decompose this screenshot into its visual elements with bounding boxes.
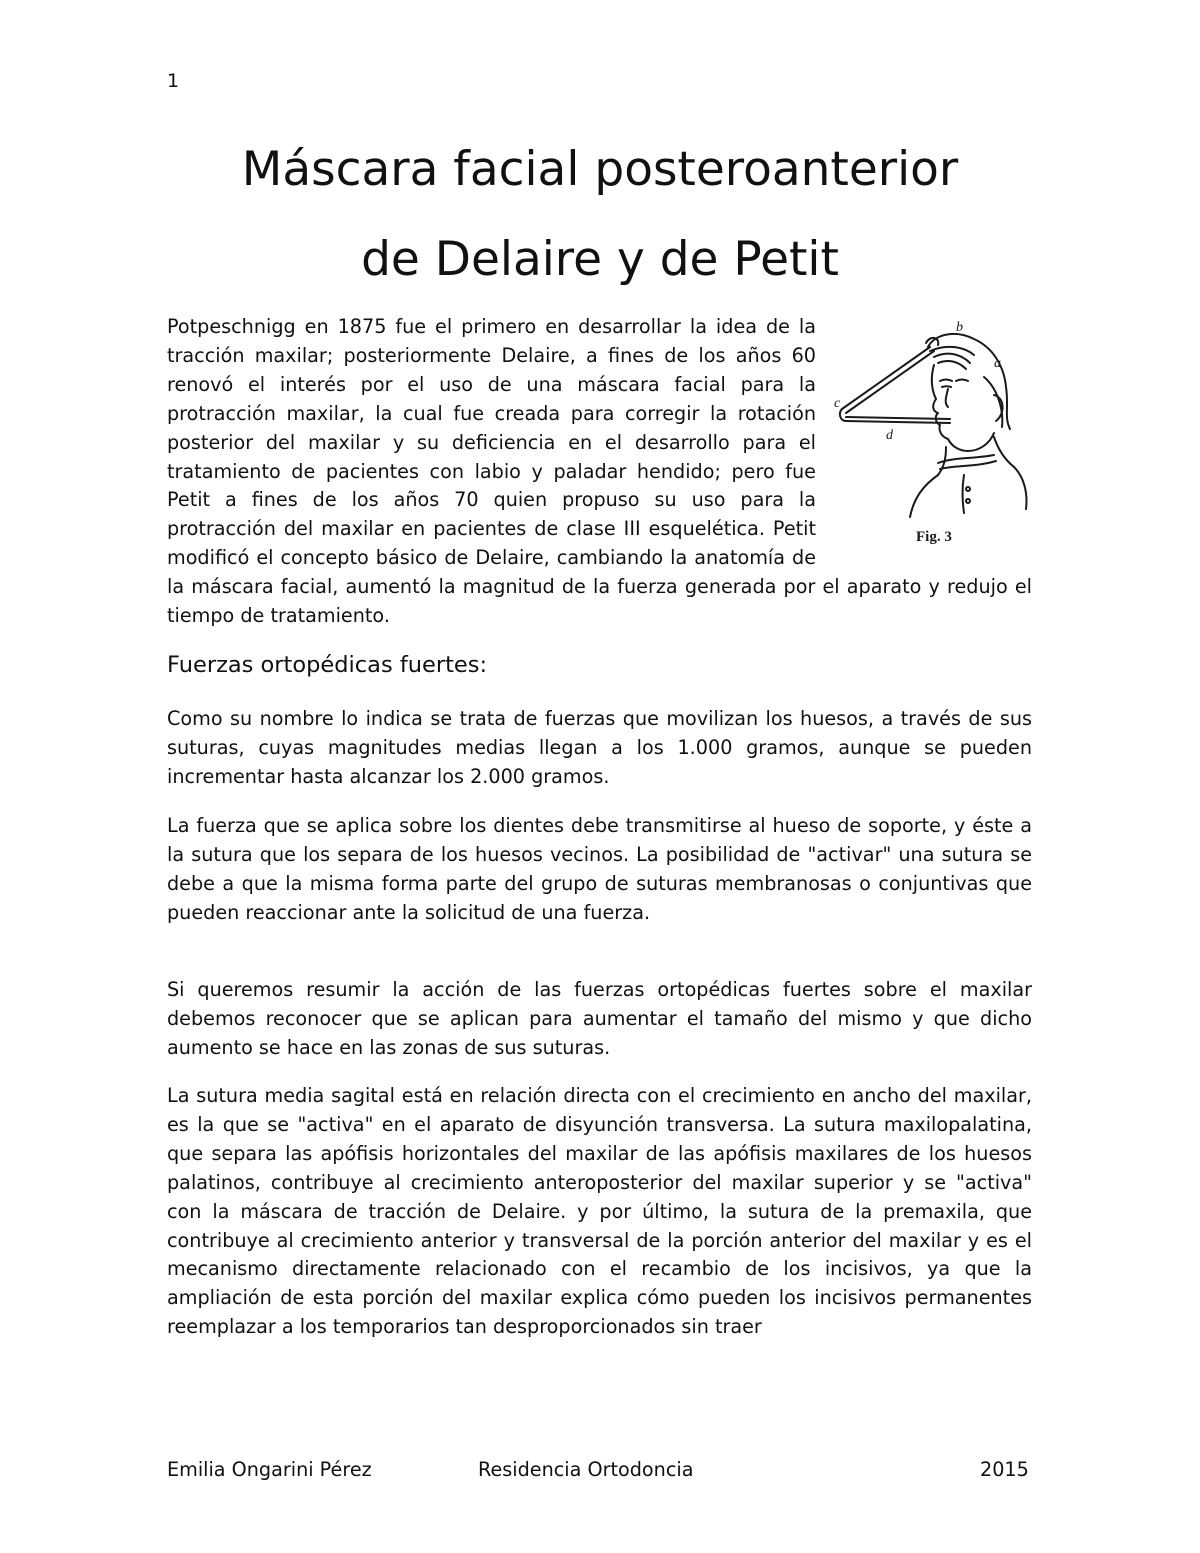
footer-department: Residencia Ortodoncia — [478, 1458, 694, 1481]
figure-label-b: b — [956, 320, 963, 335]
facemask-figure — [834, 317, 1032, 547]
page-number: 1 — [167, 70, 180, 92]
section-heading: Fuerzas ortopédicas fuertes: — [167, 652, 488, 678]
intro-section — [167, 313, 1032, 631]
document-title-line-2: de Delaire y de Petit — [361, 232, 839, 287]
paragraph-2: La fuerza que se aplica sobre los dientes debe transmitirse al hueso de soporte, y éste a la sutura que los separa de los huesos vecinos. La posibilidad de "activar" una sutura se debe a que la misma forma parte del grupo de suturas membranosas o conjuntivas que pueden reaccionar ante la solicitud de una fuerza. — [167, 814, 1032, 924]
document-title-line-1: Máscara facial posteroanterior — [241, 142, 959, 197]
figure-label-a: a — [994, 356, 1001, 371]
paragraph-3: Si queremos resumir la acción de las fuerzas ortopédicas fuertes sobre el maxilar debemos reconocer que se aplican para aumentar el tamaño del mismo y que dicho aumento se hace en las zonas de sus suturas. — [167, 978, 1032, 1059]
paragraph-1: Como su nombre lo indica se trata de fuerzas que movilizan los huesos, a través de sus suturas, cuyas magnitudes medias llegan a los 1.000 gramos, aunque se pueden incrementar hasta alcanzar los 2.000 gramos. — [167, 707, 1032, 788]
footer-year: 2015 — [980, 1458, 1029, 1481]
figure-caption: Fig. 3 — [916, 529, 952, 545]
facemask-illustration-icon — [834, 317, 1032, 547]
intro-paragraph: Potpeschnigg en 1875 fue el primero en desarrollar la idea de la tracción maxilar; posteriormente Delaire, a fines de los años 60 renovó el interés por el uso de una máscara facial para la protracción maxilar, la cual fue creada para corregir la rotación posterior del maxilar y su deficiencia en el desarrollo para el tratamiento de pacientes con labio y paladar hendido; pero fue Petit a fines de los años 70 quien propuso su uso para la protracción del maxilar en pacientes de clase III esquelética. Petit modificó el concepto básico de Delaire, cambiando la anatomía de la máscara facial, aumentó la magnitud de la fuerza generada por el aparato y redujo el tiempo de tratamiento. — [167, 315, 1032, 628]
paragraph-4: La sutura media sagital está en relación directa con el crecimiento en ancho del maxilar, es la que se "activa" en el aparato de disyunción transversa. La sutura maxilopalatina, que separa las apófisis horizontales del maxilar de las apófisis maxilares de los huesos palatinos, contribuye al crecimiento anteroposterior del maxilar superior y se "activa" con la máscara de tracción de Delaire. y por último, la sutura de la premaxila, que contribuye al crecimiento anterior y transversal de la porción anterior del maxilar y es el mecanismo directamente relacionado con el recambio de los incisivos, ya que la ampliación de esta porción del maxilar explica cómo pueden los incisivos permanentes reemplazar a los temporarios tan desproporcionados sin traer — [167, 1084, 1032, 1339]
figure-label-d: d — [886, 428, 893, 443]
figure-label-c: c — [834, 396, 841, 411]
footer-author: Emilia Ongarini Pérez — [167, 1458, 372, 1481]
